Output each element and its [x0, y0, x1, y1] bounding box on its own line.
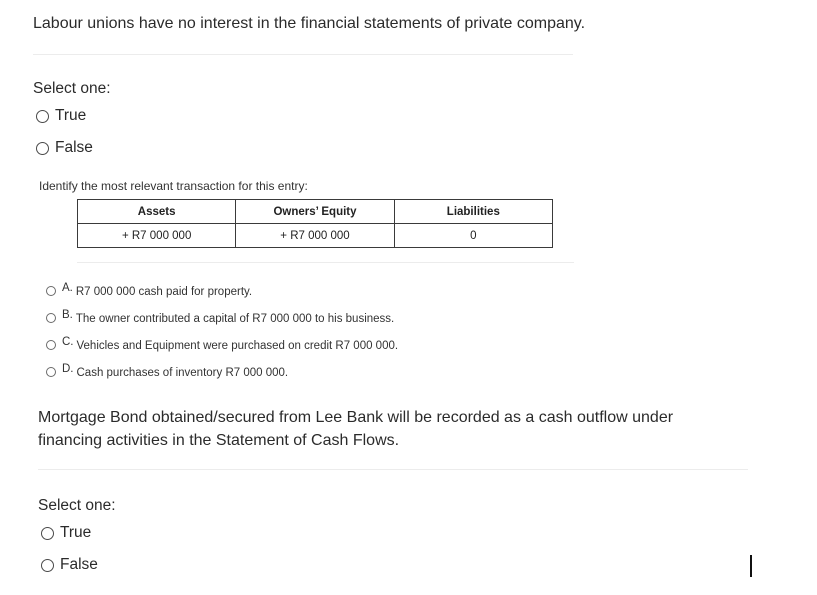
question-2-text: Identify the most relevant transaction for this entry: — [39, 179, 308, 193]
question-3-option-false[interactable] — [41, 556, 98, 574]
question-1-option-false[interactable] — [36, 139, 93, 157]
option-label: False — [55, 139, 93, 156]
option-letter: D. — [62, 363, 74, 375]
cell-liabilities: 0 — [394, 224, 552, 248]
question-1-text: Labour unions have no interest in the financial statements of private company. — [33, 15, 586, 32]
question-2-option-d[interactable] — [46, 363, 289, 379]
question-2-option-a[interactable] — [46, 282, 253, 298]
option-text: The owner contributed a capital of R7 000 000 to his business. — [75, 313, 395, 325]
radio-button-icon[interactable] — [36, 142, 49, 155]
table-header-row — [78, 200, 553, 224]
option-text: Cash purchases of inventory R7 000 000. — [76, 367, 289, 379]
option-letter: B. — [62, 309, 73, 321]
transaction-entry-table — [77, 199, 553, 248]
divider — [38, 469, 748, 470]
question-1-select-label: Select one: — [33, 80, 111, 97]
radio-button-icon[interactable] — [46, 313, 56, 323]
option-label: False — [60, 556, 98, 573]
radio-button-icon[interactable] — [41, 527, 54, 540]
divider — [33, 54, 573, 55]
question-1-option-true[interactable] — [36, 107, 86, 125]
cell-owners-equity: + R7 000 000 — [236, 224, 394, 248]
option-text: R7 000 000 cash paid for property. — [75, 286, 253, 298]
radio-button-icon[interactable] — [36, 110, 49, 123]
option-letter: C. — [62, 336, 74, 348]
header-liabilities: Liabilities — [394, 200, 552, 224]
radio-button-icon[interactable] — [46, 286, 56, 296]
option-label: True — [60, 524, 92, 541]
question-3-option-true[interactable] — [41, 524, 91, 542]
question-2-option-c[interactable] — [46, 336, 399, 352]
question-3-select-label: Select one: — [38, 497, 116, 514]
cell-assets: + R7 000 000 — [78, 224, 236, 248]
option-letter: A. — [62, 282, 73, 294]
divider — [77, 262, 574, 263]
radio-button-icon[interactable] — [46, 340, 56, 350]
radio-button-icon[interactable] — [46, 367, 56, 377]
table-row — [78, 224, 553, 248]
text-cursor-icon — [750, 555, 752, 577]
question-3-text: Mortgage Bond obtained/secured from Lee Bank will be recorded as a cash outflow under financing activities in the Statement of Cash Flows. — [38, 409, 674, 449]
option-label: True — [55, 107, 87, 124]
header-owners-equity: Owners’ Equity — [236, 200, 394, 224]
radio-button-icon[interactable] — [41, 559, 54, 572]
header-assets: Assets — [78, 200, 236, 224]
question-2-option-b[interactable] — [46, 309, 395, 325]
option-text: Vehicles and Equipment were purchased on credit R7 000 000. — [76, 340, 399, 352]
